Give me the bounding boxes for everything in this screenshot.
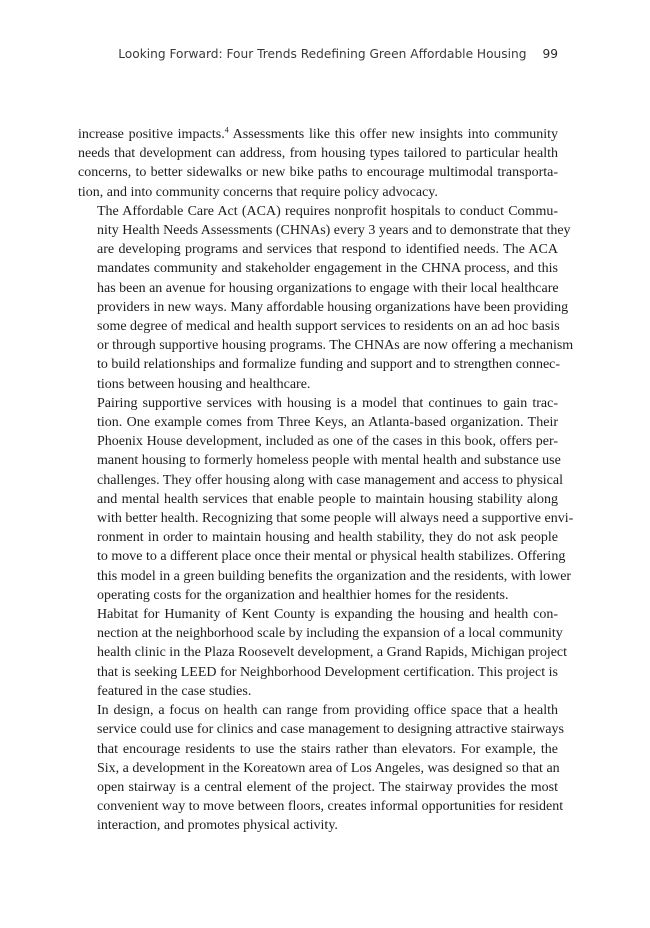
page-number: 99 bbox=[542, 47, 558, 61]
text-line: mandates community and stakeholder engagement in the CHNA process, and this bbox=[97, 261, 558, 277]
text-line bbox=[78, 125, 558, 144]
text-line: Phoenix House development, included as one of the cases in this book, offers per- bbox=[97, 434, 558, 450]
paragraph bbox=[78, 701, 564, 835]
paragraph bbox=[78, 202, 574, 394]
text-line: some degree of medical and health support services to residents on an ad hoc basis bbox=[97, 319, 560, 335]
text-line: that encourage residents to use the stairs rather than elevators. For example, the bbox=[97, 741, 558, 757]
running-header bbox=[78, 47, 558, 61]
text-fragment: increase positive impacts. bbox=[78, 127, 225, 142]
text-line: Pairing supportive services with housing is a model that continues to gain trac- bbox=[97, 395, 558, 411]
text-line: The Affordable Care Act (ACA) requires nonprofit hospitals to conduct Commu- bbox=[97, 203, 558, 219]
text-line: Six, a development in the Koreatown area of Los Angeles, was designed so that an bbox=[97, 760, 560, 776]
text-line: tion, and into community concerns that require policy advocacy. bbox=[78, 184, 438, 200]
text-line: operating costs for the organization and healthier homes for the residents. bbox=[97, 587, 509, 603]
text-line: tions between housing and healthcare. bbox=[97, 376, 311, 392]
text-line: concerns, to better sidewalks or new bike paths to encourage multimodal transporta- bbox=[78, 165, 558, 181]
text-line: nection at the neighborhood scale by including the expansion of a local community bbox=[97, 626, 563, 642]
text-line: needs that development can address, from housing types tailored to particular health bbox=[78, 146, 558, 162]
text-fragment: Assessments like this offer new insights into community bbox=[228, 127, 559, 142]
paragraph bbox=[78, 605, 568, 701]
body-text bbox=[78, 125, 574, 836]
text-line: In design, a focus on health can range from providing office space that a health bbox=[97, 703, 558, 719]
text-line: featured in the case studies. bbox=[97, 683, 252, 699]
text-line: or through supportive housing programs. The CHNAs are now offering a mechanism bbox=[97, 338, 574, 354]
text-line: to build relationships and formalize funding and support and to strengthen connec- bbox=[97, 357, 561, 373]
text-line: that is seeking LEED for Neighborhood Development certification. This project is bbox=[97, 664, 558, 680]
text-line: open stairway is a central element of the project. The stairway provides the most bbox=[97, 779, 558, 795]
paragraph bbox=[78, 125, 558, 202]
text-line: challenges. They offer housing along with case management and access to physical bbox=[97, 472, 563, 488]
text-line: with better health. Recognizing that some people will always need a supportive envi- bbox=[97, 511, 574, 527]
text-line: interaction, and promotes physical activity. bbox=[97, 818, 338, 834]
text-line: tion. One example comes from Three Keys, an Atlanta-based organization. Their bbox=[97, 415, 558, 431]
running-title: Looking Forward: Four Trends Redefining Green Affordable Housing bbox=[118, 47, 527, 61]
text-line: manent housing to formerly homeless people with mental health and substance use bbox=[97, 453, 561, 469]
text-line: nity Health Needs Assessments (CHNAs) every 3 years and to demonstrate that they bbox=[97, 223, 571, 239]
paragraph bbox=[78, 394, 574, 605]
text-line: are developing programs and services that respond to identified needs. The ACA bbox=[97, 242, 558, 258]
text-line: service could use for clinics and case management to designing attractive stairways bbox=[97, 722, 564, 738]
text-line: has been an avenue for housing organizations to engage with their local healthcare bbox=[97, 280, 559, 296]
text-line: health clinic in the Plaza Roosevelt development, a Grand Rapids, Michigan project bbox=[97, 645, 568, 661]
text-line: and mental health services that enable people to maintain housing stability along bbox=[97, 491, 558, 507]
text-line: to move to a different place once their mental or physical health stabilizes. Offering bbox=[97, 549, 566, 565]
footnote-reference: 4 bbox=[224, 125, 229, 135]
text-line: convenient way to move between floors, creates informal opportunities for resident bbox=[97, 799, 564, 815]
text-line: providers in new ways. Many affordable housing organizations have been providing bbox=[97, 299, 569, 315]
text-line: Habitat for Humanity of Kent County is expanding the housing and health con- bbox=[97, 607, 558, 623]
text-line: ronment in order to maintain housing and health stability, they do not ask people bbox=[97, 530, 558, 546]
text-line: this model in a green building benefits the organization and the residents, with lower bbox=[97, 568, 572, 584]
